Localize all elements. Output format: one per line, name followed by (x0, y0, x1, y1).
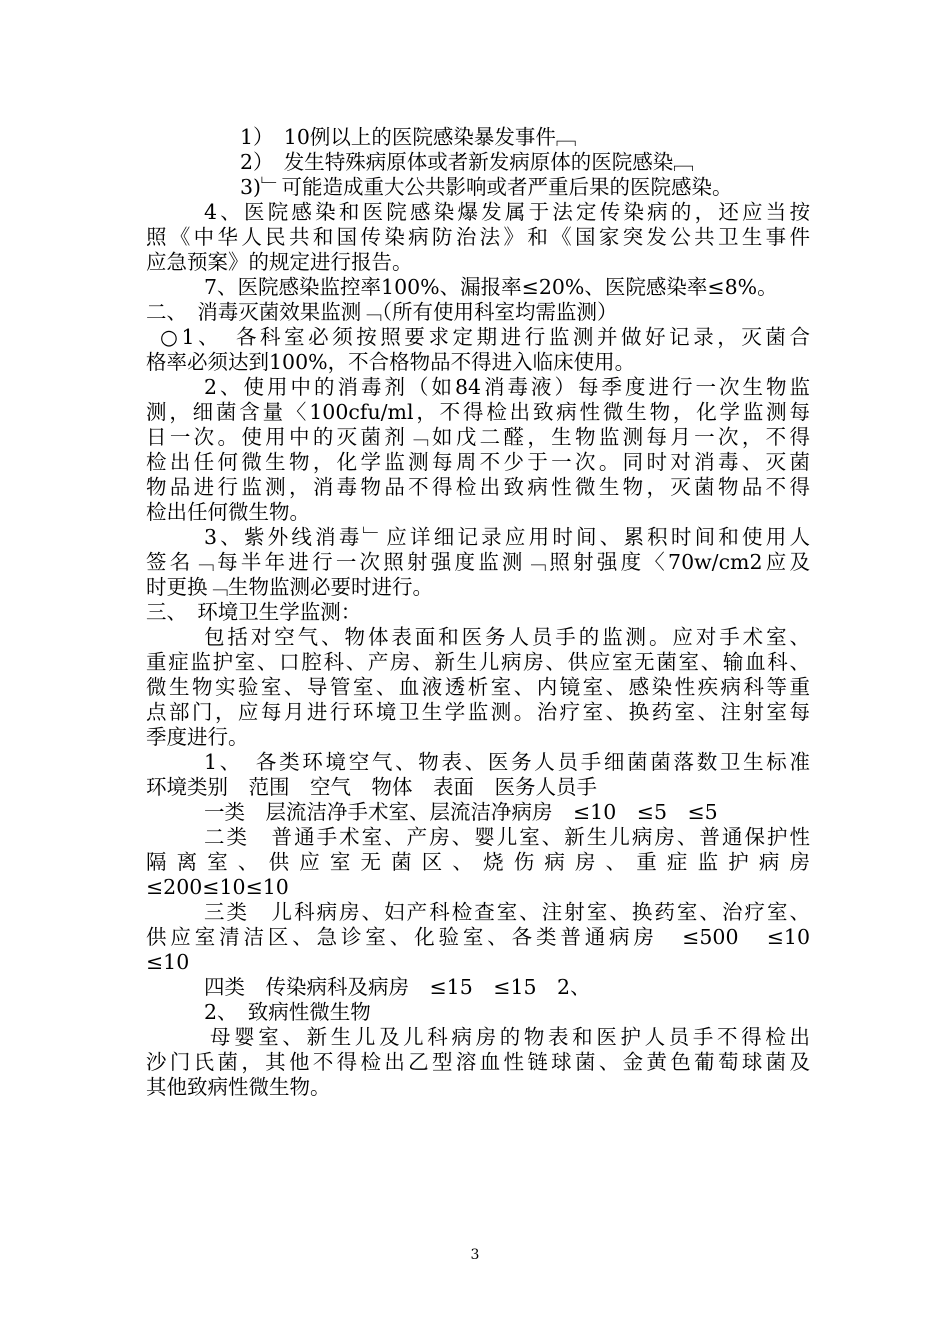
paragraph-line: 测，细菌含量〈100cfu/ml，不得检出致病性微生物，化学监测每 (146, 400, 810, 424)
paragraph-line: 点部门，应每月进行环境卫生学监测。治疗室、换药室、注射室每 (146, 700, 810, 724)
table-row: ≤10 (146, 950, 190, 974)
paragraph-line: 检出任何微生物，化学监测每周不少于一次。同时对消毒、灭菌 (146, 450, 810, 474)
paragraph-line: 时更换﹁生物监测必要时进行。 (146, 575, 433, 599)
paragraph-line: 4、医院感染和医院感染爆发属于法定传染病的，还应当按 (204, 200, 810, 224)
table-header-line: 环境类别 范围 空气 物体 表面 医务人员手 (146, 775, 597, 799)
paragraph-line: 7、医院感染监控率100%、漏报率≤20%、医院感染率≤8%。 (204, 275, 778, 299)
table-row: ≤200≤10≤10 (146, 875, 289, 899)
paragraph-line: 重症监护室、口腔科、产房、新生儿病房、供应室无菌室、输血科、 (146, 650, 810, 674)
paragraph-line: 照《中华人民共和国传染病防治法》和《国家突发公共卫生事件 (146, 225, 810, 249)
list-item-2: 2） 发生特殊病原体或者新发病原体的医院感染﹇ (240, 150, 694, 174)
paragraph-line: 格率必须达到100%，不合格物品不得进入临床使用。 (146, 350, 636, 374)
paragraph-line: 3、紫外线消毒﹂应详细记录应用时间、累积时间和使用人 (204, 525, 810, 549)
section-heading: 三、 环境卫生学监测： (146, 600, 362, 624)
table-row: 供应室清洁区、急诊室、化验室、各类普通病房 ≤500 ≤10 (146, 925, 810, 949)
paragraph-line: 日一次。使用中的灭菌剂﹁如戊二醛，生物监测每月一次，不得 (146, 425, 810, 449)
table-row: 三类 儿科病房、妇产科检查室、注射室、换药室、治疗室、 (204, 900, 810, 924)
paragraph-line: 签名﹁每半年进行一次照射强度监测﹁照射强度〈70w/cm2应及 (146, 550, 810, 574)
list-item-1: 1） 10例以上的医院感染暴发事件﹇ (240, 125, 577, 149)
section-heading: 二、 消毒灭菌效果监测﹁（所有使用科室均需监测） (146, 300, 618, 324)
list-item-3: 3)﹂可能造成重大公共影响或者严重后果的医院感染。 (240, 175, 733, 199)
paragraph-line: 包括对空气、物体表面和医务人员手的监测。应对手术室、 (204, 625, 810, 649)
paragraph-line: 检出任何微生物。 (146, 500, 310, 524)
table-row: 四类 传染病科及病房 ≤15 ≤15 2、 (204, 975, 591, 999)
paragraph-line: 应急预案》的规定进行报告。 (146, 250, 413, 274)
paragraph-line: 微生物实验室、导管室、血液透析室、内镜室、感染性疾病科等重 (146, 675, 810, 699)
paragraph-line: 季度进行。 (146, 725, 249, 749)
paragraph-line: ○1、 各科室必须按照要求定期进行监测并做好记录，灭菌合 (160, 325, 810, 349)
paragraph-line: 母婴室、新生儿及儿科病房的物表和医护人员手不得检出 (210, 1025, 810, 1049)
table-row: 隔离室、供应室无菌区、烧伤病房、重症监护病房 (146, 850, 810, 874)
paragraph-line: 沙门氏菌，其他不得检出乙型溶血性链球菌、金黄色葡萄球菌及 (146, 1050, 810, 1074)
table-row: 二类 普通手术室、产房、婴儿室、新生儿病房、普通保护性 (204, 825, 810, 849)
paragraph-line: 2、使用中的消毒剂（如84消毒液）每季度进行一次生物监 (204, 375, 810, 399)
paragraph-line: 1、 各类环境空气、物表、医务人员手细菌菌落数卫生标准 (204, 750, 810, 774)
paragraph-line: 其他致病性微生物。 (146, 1075, 331, 1099)
page-number: 3 (470, 1247, 480, 1263)
subsection-heading: 2、 致病性微生物 (204, 1000, 371, 1024)
table-row: 一类 层流洁净手术室、层流洁净病房 ≤10 ≤5 ≤5 (204, 800, 718, 824)
paragraph-line: 物品进行监测，消毒物品不得检出致病性微生物，灭菌物品不得 (146, 475, 810, 499)
